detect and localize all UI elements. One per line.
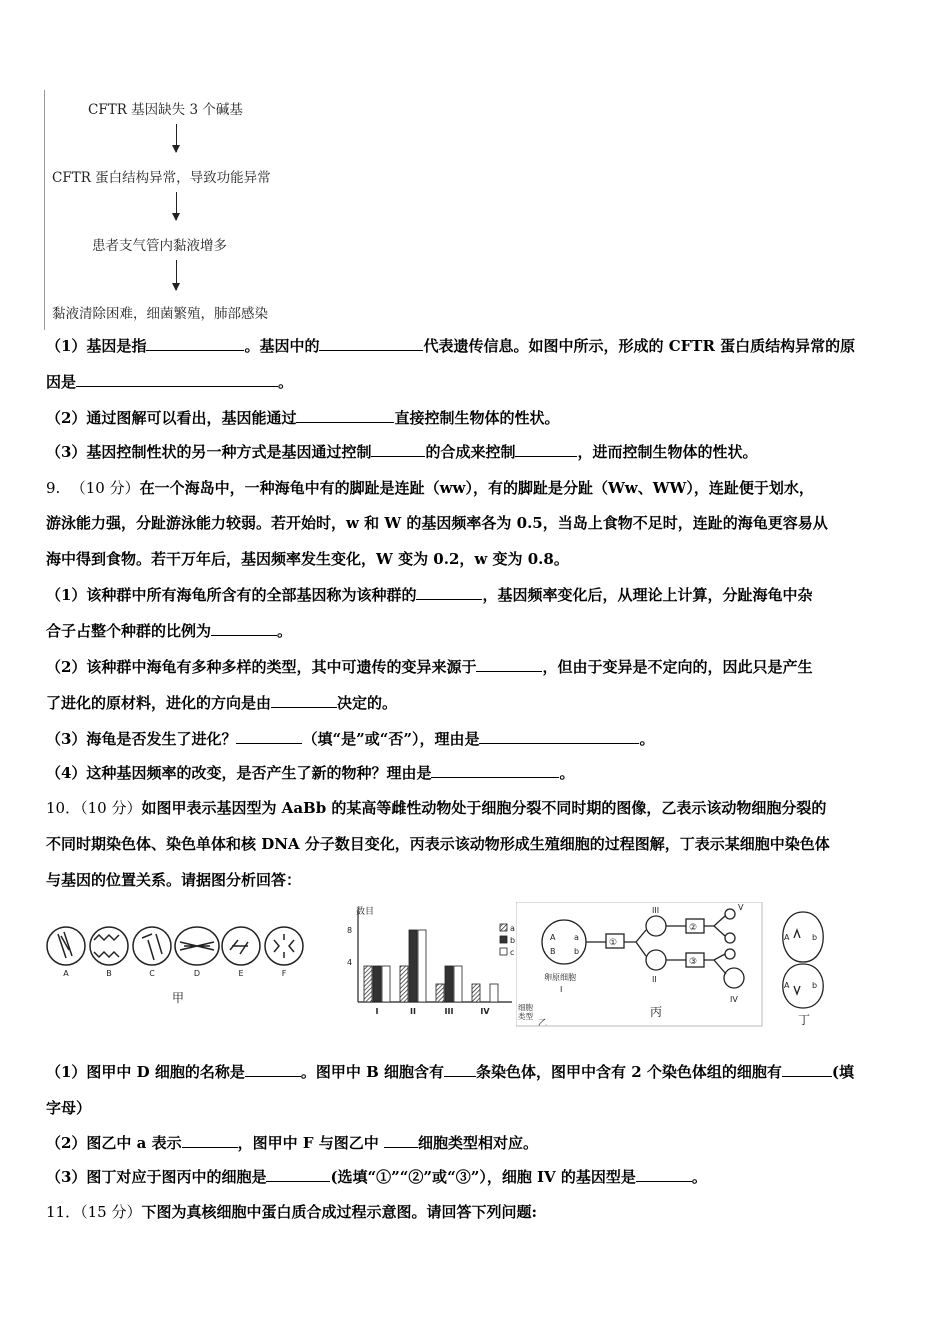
cell-label: A <box>63 969 69 978</box>
roman-label: V <box>738 903 744 912</box>
q9-part2-line2 <box>46 693 397 713</box>
question-score: （10 分） <box>70 479 140 497</box>
cell-label: F <box>281 969 287 978</box>
ytick-label: 4 <box>347 958 353 967</box>
flow-arrow-1 <box>176 124 177 152</box>
text: 条染色体，图甲中含有 2 个染色体组的细胞有 <box>476 1063 782 1081</box>
q10-figures <box>44 900 834 1030</box>
xtick-label: II <box>410 1007 416 1016</box>
text: 直接控制生物体的性状。 <box>394 409 560 427</box>
cell-IV-icon <box>724 968 744 988</box>
text: （2）通过图解可以看出，基因能通过 <box>46 409 297 427</box>
text: （3）基因控制性状的另一种方式是基因通过控制 <box>46 443 372 461</box>
answer-blank[interactable] <box>444 1062 476 1077</box>
bar-c-II <box>418 930 426 1002</box>
flow-step-2: CFTR 蛋白结构异常，导致功能异常 <box>52 170 271 186</box>
figure-jia <box>44 920 312 1010</box>
text: 。 <box>691 1168 707 1186</box>
answer-blank[interactable] <box>76 372 278 387</box>
text: 代表遗传信息。如图中所示，形成的 CFTR 蛋白质结构异常的原 <box>423 337 856 355</box>
gene-label: B <box>550 947 556 956</box>
cell-II-icon <box>646 950 666 970</box>
gene-label: b <box>812 933 818 942</box>
gene-label: A <box>784 933 790 942</box>
text: 了进化的原材料，进化的方向是由 <box>46 694 272 712</box>
gene-label: b <box>812 981 818 990</box>
text: （3）海龟是否发生了进化？ <box>46 730 237 748</box>
legend-swatch <box>500 936 507 943</box>
cell-C-icon <box>133 927 171 965</box>
cell-F-icon <box>265 927 303 965</box>
q9-part4 <box>46 763 574 783</box>
text: 合子占整个种群的比例为 <box>46 622 212 640</box>
chart-ylabel: 数目 <box>356 907 375 917</box>
bar-c-IV <box>490 984 498 1002</box>
text: （4）这种基因频率的改变，是否产生了新的物种？理由是 <box>46 764 432 782</box>
polar-body-icon <box>725 909 735 919</box>
flow-step-1: CFTR 基因缺失 3 个碱基 <box>88 102 243 118</box>
text: 下图为真核细胞中蛋白质合成过程示意图。请回答下列问题: <box>141 1203 537 1221</box>
text: 细胞类型相对应。 <box>417 1134 538 1152</box>
chart-xlabel: 类型 <box>518 1012 533 1021</box>
answer-blank[interactable] <box>245 1062 301 1077</box>
text: ，但由于变异是不定向的，因此只是产生 <box>542 658 813 676</box>
text: 。 <box>277 622 293 640</box>
figure-label: 丙 <box>650 1005 663 1019</box>
q9-part3 <box>46 729 654 749</box>
cell-B-icon <box>90 927 128 965</box>
answer-blank[interactable] <box>182 1133 238 1148</box>
answer-blank[interactable] <box>636 1167 692 1182</box>
ytick-label: 8 <box>347 926 353 935</box>
flow-step-3: 患者支气管内黏液增多 <box>92 238 227 254</box>
polar-body-icon <box>725 949 735 959</box>
gene-label: A <box>784 981 790 990</box>
cell-label: D <box>193 969 201 978</box>
legend-label: c <box>510 948 515 957</box>
question-score: （10 分） <box>80 799 142 817</box>
text: 。 <box>639 730 655 748</box>
q8-part2 <box>46 408 559 428</box>
text: ，图甲中 F 与图乙中 <box>237 1134 384 1152</box>
q10-stem-line3: 与基因的位置关系。请据图分析回答： <box>46 871 302 889</box>
xtick-label: III <box>444 1007 454 1016</box>
q10-part1-line1 <box>46 1062 854 1082</box>
oogonium-cell-icon <box>542 920 586 964</box>
text: （1）图甲中 D 细胞的名称是 <box>46 1063 245 1081</box>
answer-blank[interactable] <box>266 1167 330 1182</box>
gene-label: b <box>574 947 580 956</box>
q9-stem-line2: 游泳能力强，分趾游泳能力较弱。若开始时，w 和 W 的基因频率各为 0.5，当岛上食物不足时，连趾的海龟更容易从 <box>46 514 828 532</box>
gene-label: A <box>550 933 556 942</box>
chromosome-icon <box>58 932 72 958</box>
figure-ding <box>772 902 834 1028</box>
question-number: 11． <box>46 1203 81 1221</box>
text: (选填“①”“②”或“③”），细胞 IV 的基因型是 <box>330 1168 636 1186</box>
q10-stem-line1 <box>46 798 826 818</box>
cell-III-icon <box>646 916 666 936</box>
answer-blank[interactable] <box>371 442 425 457</box>
q10-part3 <box>46 1167 707 1187</box>
cftr-flow-diagram <box>44 90 284 330</box>
text: (填 <box>831 1063 855 1081</box>
bar-b-II <box>409 930 417 1002</box>
flow-arrow-3 <box>176 260 177 290</box>
polar-body-icon <box>725 933 735 943</box>
bar-b-III <box>445 966 453 1002</box>
text: 在一个海岛中，一种海龟中有的脚趾是连趾（ww），有的脚趾是分趾（Ww、WW），连趾便于划水， <box>139 479 814 497</box>
answer-blank[interactable] <box>296 408 394 423</box>
bar-a-II <box>400 966 408 1002</box>
q8-part3 <box>46 442 757 462</box>
answer-blank[interactable] <box>479 729 639 744</box>
figure-label: 丁 <box>798 1013 811 1027</box>
chromosome-icon <box>94 935 119 957</box>
question-number: 10． <box>46 799 81 817</box>
text: 。 <box>278 373 294 391</box>
text: 。基因中的 <box>244 337 320 355</box>
bar-c-I <box>382 966 390 1002</box>
step-number: ③ <box>689 957 698 967</box>
step-number: ① <box>609 938 618 948</box>
answer-blank[interactable] <box>416 585 482 600</box>
xtick-label: I <box>375 1007 379 1016</box>
text: 决定的。 <box>337 694 398 712</box>
answer-blank[interactable] <box>431 763 559 778</box>
text: ，进而控制生物体的性状。 <box>577 443 758 461</box>
question-score: （15 分） <box>80 1203 142 1221</box>
q11-stem <box>46 1202 537 1222</box>
text: 。图甲中 B 细胞含有 <box>300 1063 445 1081</box>
legend-label: b <box>510 936 516 945</box>
roman-label: II <box>652 975 657 984</box>
legend-swatch <box>500 948 507 955</box>
bar-a-III <box>436 984 444 1002</box>
chromosome-icon <box>274 934 294 958</box>
chromosome-icon <box>180 942 214 950</box>
legend-label: a <box>510 924 515 933</box>
bar-a-I <box>364 966 372 1002</box>
text: 因是 <box>46 373 77 391</box>
answer-blank[interactable] <box>271 693 337 708</box>
q9-stem-line1 <box>46 478 814 498</box>
gene-label: a <box>574 933 579 942</box>
cell-label: B <box>106 969 112 978</box>
q10-part2 <box>46 1133 538 1153</box>
answer-blank[interactable] <box>236 729 302 744</box>
chart-xlabel: 细胞 <box>518 1003 533 1012</box>
q8-part1-line1 <box>46 336 855 356</box>
bar-b-I <box>373 966 381 1002</box>
dividing-cell-icon <box>783 912 824 1008</box>
figure-bing <box>516 902 764 1028</box>
chromosome-icon <box>230 940 248 954</box>
figure-label: 乙 <box>538 1019 548 1029</box>
bar-a-IV <box>472 984 480 1002</box>
chromosome-icon <box>142 934 162 960</box>
cell-label: C <box>149 969 155 978</box>
text: （2）该种群中海龟有多种多样的类型，其中可遗传的变异来源于 <box>46 658 477 676</box>
diagram-border <box>44 90 45 330</box>
flow-arrow-2 <box>176 192 177 220</box>
arrow-icon <box>586 916 726 974</box>
xtick-label: IV <box>480 1007 490 1016</box>
answer-blank[interactable] <box>384 1133 418 1148</box>
text: （1）该种群中所有海龟所含有的全部基因称为该种群的 <box>46 586 417 604</box>
roman-label: I <box>560 985 563 994</box>
flow-step-4: 黏液清除困难，细菌繁殖，肺部感染 <box>52 306 268 322</box>
text: （2）图乙中 a 表示 <box>46 1134 182 1152</box>
q9-part2-line1 <box>46 657 812 677</box>
legend-swatch <box>500 924 507 931</box>
roman-label: IV <box>730 995 738 1004</box>
text: 如图甲表示基因型为 AaBb 的某高等雌性动物处于细胞分裂不同时期的图像，乙表示该动物细胞分裂的 <box>141 799 827 817</box>
text: ，基因频率变化后，从理论上计算，分趾海龟中杂 <box>482 586 813 604</box>
cell-label: E <box>238 969 244 978</box>
answer-blank[interactable] <box>319 336 423 351</box>
answer-blank[interactable] <box>211 621 277 636</box>
question-number: 9. <box>46 479 61 497</box>
q9-stem-line3: 海中得到食物。若干万年后，基因频率发生变化，W 变为 0.2，w 变为 0.8。 <box>46 550 569 568</box>
q9-part1-line2 <box>46 621 292 641</box>
figure-frame <box>516 902 762 1026</box>
answer-blank[interactable] <box>476 657 542 672</box>
q8-part1-line2 <box>46 372 293 392</box>
text: 。 <box>559 764 575 782</box>
answer-blank[interactable] <box>146 336 244 351</box>
q10-part1-line2: 字母） <box>46 1099 92 1117</box>
figure-label: 甲 <box>171 991 185 1005</box>
text: 的合成来控制 <box>425 443 516 461</box>
bar-c-III <box>454 966 462 1002</box>
answer-blank[interactable] <box>515 442 577 457</box>
text: （3）图丁对应于图丙中的细胞是 <box>46 1168 267 1186</box>
text: （1）基因是指 <box>46 337 147 355</box>
q10-stem-line2: 不同时期染色体、染色单体和核 DNA 分子数目变化，丙表示该动物形成生殖细胞的过程图解，丁表示某细胞中染色体 <box>46 835 830 853</box>
roman-label: III <box>652 906 660 915</box>
text: （填“是”或“否”），理由是 <box>302 730 480 748</box>
q9-part1-line1 <box>46 585 812 605</box>
step-number: ② <box>689 923 698 933</box>
answer-blank[interactable] <box>782 1062 832 1077</box>
cell-caption: 卵原细胞 <box>544 973 576 982</box>
